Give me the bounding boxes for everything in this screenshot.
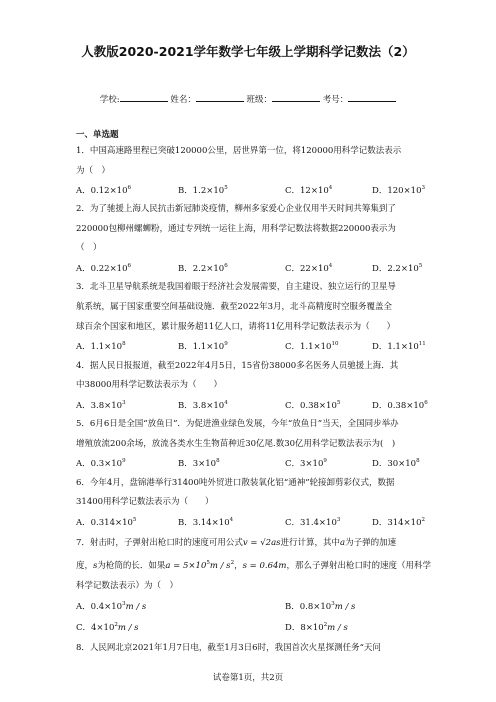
question-5-text-2: 增殖放流200余场，放流各类水生生物苗种近30亿尾.数30亿用科学记数法表示为( ) [76, 439, 396, 449]
question-8-text: 8．人民网北京2021年1月7日电，截至1月3日6时，我国首次火星探测任务“天问 [76, 643, 381, 653]
q2-option-c[interactable]: C．$22\times 10^4$ [285, 263, 333, 274]
acceleration-formula: a = 5×10 [165, 561, 207, 571]
q4-option-d[interactable]: D．$0.38\times 10^6$ [372, 400, 428, 411]
question-7-text-2: 度，s为枪筒的长．如果$a = 5\times 10^5m / s^2$，s = 0.64m，那么子弹射出枪口时的速度（用科学 [76, 560, 431, 571]
velocity-formula: v = √2as [242, 538, 281, 548]
school-label: 学校: [99, 95, 120, 105]
q5-option-d[interactable]: D．$30\times 10^8$ [372, 458, 420, 469]
q1-option-d[interactable]: D．$120\times 10^3$ [372, 185, 425, 196]
student-info-row [0, 92, 496, 105]
q3-option-a[interactable]: A．$1.1\times 10^8$ [76, 341, 126, 352]
name-label: 姓名： [170, 95, 196, 105]
q6-option-c[interactable]: C．$31.4\times 10^3$ [285, 517, 341, 528]
q5-option-a[interactable]: A．$0.3\times 10^9$ [76, 458, 126, 469]
q3-option-b[interactable]: B．$1.1\times 10^9$ [178, 341, 228, 352]
question-2-text-3: （ ） [76, 243, 102, 253]
question-4-text-2: 中38000用科学记数法表示为（ ） [76, 380, 223, 390]
q1-option-c[interactable]: C．$12\times 10^4$ [285, 185, 333, 196]
q7-option-d[interactable]: D．$8\times 10^2m / s$ [285, 622, 348, 633]
class-blank[interactable] [272, 92, 320, 102]
question-3-text-3: 球百余个国家和地区，累计服务超11亿人口，请将11亿用科学记数法表示为（ ） [76, 322, 396, 332]
question-2-text-2: 220000包柳州螺蛳粉，通过专列统一运往上海，用科学记数法将数据220000表示为 [76, 224, 396, 234]
question-7-text: 7．射击时，子弹射出枪口时的速度可用公式v = √2as进行计算，其中a为子弹的加速 [76, 538, 397, 548]
question-4-text: 4．据人民日报报道，截至2022年4月5日，15省份38000多名医务人员驰援上海．其 [76, 361, 399, 371]
q5-option-b[interactable]: B．$3\times 10^8$ [178, 458, 220, 469]
q6-option-a[interactable]: A．$0.314\times 10^5$ [76, 517, 137, 528]
question-6-text: 6．今年4月，盘锦港举行31400吨外贸进口散装氧化铝“通神”轮接卸剪彩仪式，数据 [76, 478, 395, 488]
q4-option-b[interactable]: B．$3.8\times 10^4$ [178, 400, 228, 411]
q1-option-a[interactable]: A．$0.12\times 10^6$ [76, 185, 132, 196]
q5-option-c[interactable]: C．$3\times 10^9$ [285, 458, 327, 469]
q7-option-a[interactable]: A．$0.4\times 10^3m / s$ [76, 601, 147, 612]
q4-option-c[interactable]: C．$0.38\times 10^5$ [285, 400, 341, 411]
q4-option-a[interactable]: A．$3.8\times 10^3$ [76, 400, 126, 411]
q6-option-d[interactable]: D．$314\times 10^2$ [372, 517, 425, 528]
q2-option-d[interactable]: D．$2.2\times 10^5$ [372, 263, 423, 274]
q7-option-c[interactable]: C．$4\times 10^2m / s$ [76, 622, 139, 633]
question-6-text-2: 31400用科学记数法表示为（ ） [76, 497, 214, 507]
q3-option-d[interactable]: D．$1.1\times 10^{11}$ [372, 341, 426, 352]
page-title: 人教版2020-2021学年数学七年级上学期科学记数法（2） [81, 44, 415, 59]
q3-option-c[interactable]: C．$1.1\times 10^{10}$ [285, 341, 339, 352]
question-3-text-2: 航系统，属于国家重要空间基础设施．截至2022年3月，北斗高精度时空服务覆盖全 [76, 302, 393, 312]
name-blank[interactable] [196, 92, 244, 102]
exam-number-blank[interactable] [348, 92, 396, 102]
q7-option-b[interactable]: B．$0.8\times 10^3m / s$ [285, 601, 356, 612]
page-footer: 试卷第1页，共2页 [212, 673, 284, 683]
question-5-text: 5．6月6日是全国“放鱼日”．为促进渔业绿色发展，今年“放鱼日”当天，全国同步举办 [76, 419, 399, 429]
school-blank[interactable] [120, 92, 168, 102]
question-1-text: 1．中国高速路里程已突破120000公里，居世界第一位，将120000用科学记数法表示 [76, 146, 402, 156]
section-heading: 一、单选题 [76, 130, 119, 140]
q1-option-b[interactable]: B．$1.2\times 10^5$ [178, 185, 228, 196]
question-3-text: 3．北斗卫星导航系统是我国着眼于经济社会发展需要，自主建设、独立运行的卫星导 [76, 282, 396, 292]
q6-option-b[interactable]: B．$3.14\times 10^4$ [178, 517, 234, 528]
exam-number-label: 考号： [322, 95, 349, 105]
question-2-text: 2．为了驰援上海人民抗击新冠肺炎疫情，柳州多家爱心企业仅用半天时间共筹集到了 [76, 204, 396, 214]
length-formula: s = 0.64m [242, 561, 287, 571]
class-label: 班级： [246, 95, 273, 105]
q2-option-a[interactable]: A．$0.22\times 10^6$ [76, 263, 132, 274]
question-7-text-3: 科学记数法表示）为（ ） [76, 581, 179, 591]
question-1-text-2: 为（ ） [76, 166, 111, 176]
q2-option-b[interactable]: B．$2.2\times 10^6$ [178, 263, 228, 274]
